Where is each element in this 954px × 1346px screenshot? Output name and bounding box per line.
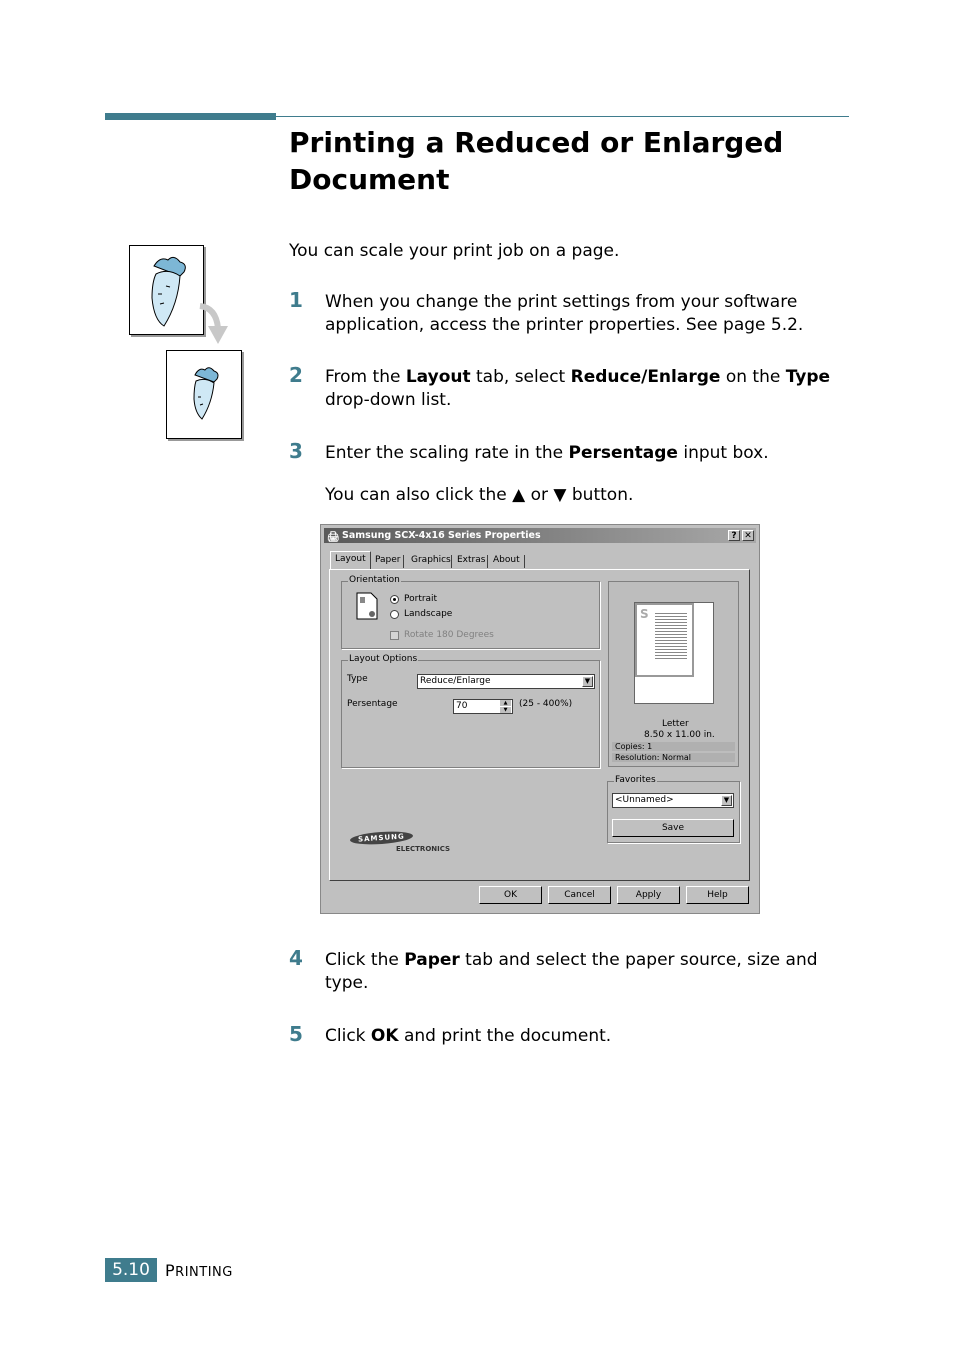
copies-text: Copies: 1 bbox=[612, 742, 735, 751]
text-run: and print the document. bbox=[398, 1026, 612, 1046]
section-name bbox=[165, 1261, 233, 1280]
section-initial: P bbox=[165, 1261, 176, 1280]
bold-term: Persentage bbox=[568, 443, 678, 463]
bold-term: Reduce/Enlarge bbox=[570, 367, 721, 387]
orientation-group bbox=[341, 575, 600, 649]
cancel-button[interactable]: Cancel bbox=[548, 886, 611, 904]
header-rule-thick bbox=[105, 113, 276, 120]
printer-icon: 🖨 bbox=[327, 532, 340, 543]
rotate-checkbox[interactable] bbox=[390, 631, 399, 640]
text-run: input box. bbox=[677, 443, 769, 463]
small-carrot-icon bbox=[167, 351, 241, 438]
carrot-icon bbox=[130, 246, 203, 334]
arrow-note: You can also click the ▲ or ▼ button. bbox=[325, 485, 634, 505]
percentage-label: Persentage bbox=[347, 699, 398, 709]
step-text bbox=[325, 366, 845, 412]
portrait-radio[interactable] bbox=[390, 595, 399, 604]
type-dropdown[interactable] bbox=[417, 674, 595, 689]
favorites-label: Favorites bbox=[615, 775, 656, 785]
step-number: 3 bbox=[289, 439, 303, 463]
layout-options-group bbox=[341, 654, 600, 768]
tab-about[interactable]: About bbox=[493, 555, 520, 565]
chevron-down-icon[interactable]: ▼ bbox=[582, 676, 593, 687]
percentage-range: (25 - 400%) bbox=[519, 699, 573, 709]
samsung-logo-top: SAMSUNG bbox=[350, 830, 413, 846]
page-title: Printing a Reduced or Enlarged Document bbox=[289, 126, 784, 196]
page-number: 5.10 bbox=[105, 1258, 157, 1282]
favorites-value: <Unnamed> bbox=[615, 795, 674, 805]
type-value: Reduce/Enlarge bbox=[420, 676, 491, 686]
reduced-document-illustration bbox=[166, 350, 242, 439]
paper-name: Letter bbox=[662, 719, 689, 729]
tab-extras[interactable]: Extras bbox=[457, 555, 486, 565]
percentage-value: 70 bbox=[456, 701, 468, 711]
tab-separator bbox=[451, 555, 452, 568]
text-run: drop-down list. bbox=[325, 390, 452, 410]
landscape-label: Landscape bbox=[404, 609, 453, 619]
bold-term: Paper bbox=[404, 950, 460, 970]
down-arrow-icon[interactable]: ▼ bbox=[500, 707, 511, 713]
arrow-icon bbox=[196, 300, 236, 350]
save-button[interactable]: Save bbox=[612, 819, 734, 837]
dialog-titlebar bbox=[324, 528, 756, 543]
step-number: 5 bbox=[289, 1022, 303, 1046]
tab-separator bbox=[524, 555, 525, 568]
favorites-group bbox=[607, 775, 740, 843]
text-run: When you change the print settings from your software application, access the printer properties. See page 5.2. bbox=[325, 292, 804, 335]
tab-layout[interactable]: Layout bbox=[330, 551, 371, 569]
text-run: tab and select the paper source, size and type. bbox=[325, 950, 818, 993]
portrait-label: Portrait bbox=[404, 594, 438, 604]
layout-panel bbox=[329, 569, 750, 881]
intro-text: You can scale your print job on a page. bbox=[289, 241, 620, 261]
tab-separator bbox=[403, 555, 404, 568]
text-run: Click bbox=[325, 1026, 371, 1046]
original-document-illustration bbox=[129, 245, 204, 335]
text-run: Enter the scaling rate in the bbox=[325, 443, 569, 463]
help-button[interactable]: Help bbox=[686, 886, 749, 904]
step-text bbox=[325, 291, 845, 337]
close-button[interactable]: ✕ bbox=[742, 530, 754, 541]
samsung-s-icon: S bbox=[640, 607, 649, 621]
tab-separator bbox=[487, 555, 488, 568]
preview-inner-page bbox=[635, 603, 694, 677]
step-text bbox=[325, 949, 845, 995]
help-title-button[interactable]: ? bbox=[728, 530, 740, 541]
bold-term: Type bbox=[785, 367, 831, 387]
text-run: From the bbox=[325, 367, 406, 387]
paper-size: 8.50 x 11.00 in. bbox=[644, 730, 715, 740]
samsung-logo bbox=[350, 832, 451, 853]
orientation-label: Orientation bbox=[349, 575, 400, 585]
text-run: Click the bbox=[325, 950, 405, 970]
layout-options-label: Layout Options bbox=[349, 654, 418, 664]
apply-button[interactable]: Apply bbox=[617, 886, 680, 904]
step-text bbox=[325, 442, 845, 465]
properties-dialog bbox=[320, 524, 760, 914]
step-number: 2 bbox=[289, 363, 303, 387]
favorites-dropdown[interactable] bbox=[612, 793, 734, 808]
preview-pane bbox=[608, 581, 739, 767]
rotate-label: Rotate 180 Degrees bbox=[404, 630, 494, 640]
up-arrow-icon[interactable]: ▲ bbox=[500, 700, 511, 706]
orientation-page-icon bbox=[356, 592, 378, 620]
step-number: 4 bbox=[289, 946, 303, 970]
landscape-radio[interactable] bbox=[390, 610, 399, 619]
bold-term: OK bbox=[370, 1026, 399, 1046]
dialog-title: Samsung SCX-4x16 Series Properties bbox=[342, 530, 541, 541]
bold-term: Layout bbox=[405, 367, 471, 387]
step-text bbox=[325, 1025, 845, 1048]
tab-paper[interactable]: Paper bbox=[375, 555, 401, 565]
samsung-logo-bottom: ELECTRONICS bbox=[396, 845, 451, 853]
type-label: Type bbox=[347, 674, 368, 684]
resolution-text: Resolution: Normal bbox=[612, 753, 735, 762]
text-run: tab, select bbox=[470, 367, 571, 387]
preview-page bbox=[634, 602, 714, 704]
chevron-down-icon[interactable]: ▼ bbox=[721, 795, 732, 806]
ok-button[interactable]: OK bbox=[479, 886, 542, 904]
preview-lines bbox=[655, 611, 687, 661]
header-rule-thin bbox=[276, 116, 849, 117]
text-run: on the bbox=[720, 367, 786, 387]
step-number: 1 bbox=[289, 288, 303, 312]
percentage-input[interactable] bbox=[453, 699, 513, 714]
section-rest: RINTING bbox=[175, 1265, 233, 1280]
tab-graphics[interactable]: Graphics bbox=[411, 555, 451, 565]
